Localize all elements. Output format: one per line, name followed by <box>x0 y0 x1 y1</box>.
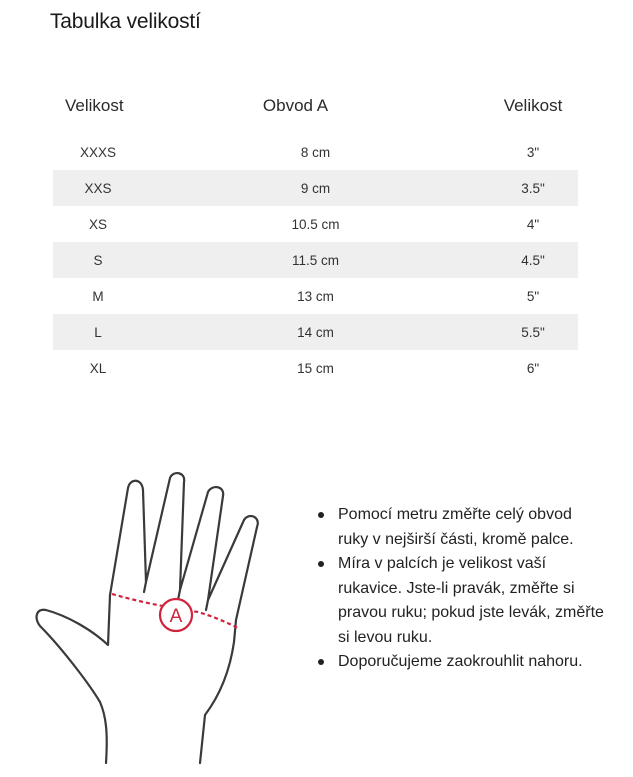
hand-measurement-diagram <box>30 470 290 770</box>
cell-inches: 3.5" <box>521 180 545 196</box>
page-title: Tabulka velikostí <box>50 10 201 33</box>
table-row <box>53 206 578 242</box>
cell-circumference: 14 cm <box>297 324 334 340</box>
size-table <box>53 88 578 386</box>
header-size: Velikost <box>65 96 124 115</box>
cell-size: M <box>92 288 104 304</box>
table-row <box>53 314 578 350</box>
cell-circumference: 9 cm <box>300 180 331 196</box>
cell-circumference: 8 cm <box>300 144 331 160</box>
table-row <box>53 350 578 386</box>
cell-inches: 5" <box>526 288 540 304</box>
cell-inches: 5.5" <box>521 324 545 340</box>
list-item: Míra v palcích je velikost vaší rukavice. Jste-li pravák, změřte si pravou ruku; pokud jste levák, změřte si levou ruku. <box>316 552 606 650</box>
cell-size: XS <box>88 216 107 232</box>
cell-inches: 4" <box>526 216 540 232</box>
cell-inches: 6" <box>526 360 540 376</box>
table-header <box>53 88 578 124</box>
measure-marker-label: A <box>169 606 183 627</box>
cell-circumference: 15 cm <box>297 360 334 376</box>
cell-circumference: 10.5 cm <box>291 216 340 232</box>
cell-inches: 3" <box>526 144 540 160</box>
cell-size: L <box>94 324 102 340</box>
table-row <box>53 278 578 314</box>
cell-size: XL <box>89 360 107 376</box>
table-row <box>53 134 578 170</box>
header-size-inches: Velikost <box>503 96 563 115</box>
cell-size: XXXS <box>79 144 117 160</box>
instruction-list <box>316 503 606 675</box>
cell-inches: 4.5" <box>521 252 545 268</box>
cell-circumference: 13 cm <box>297 288 334 304</box>
cell-size: S <box>93 252 103 268</box>
list-item: Doporučujeme zaokrouhlit nahoru. <box>316 650 606 675</box>
cell-circumference: 11.5 cm <box>291 252 340 268</box>
table-row <box>53 170 578 206</box>
table-row <box>53 242 578 278</box>
list-item: Pomocí metru změřte celý obvod ruky v nejširší části, kromě palce. <box>316 503 606 552</box>
cell-size: XXS <box>84 180 112 196</box>
header-circumference: Obvod A <box>262 96 329 115</box>
hand-outline-icon <box>37 473 258 763</box>
